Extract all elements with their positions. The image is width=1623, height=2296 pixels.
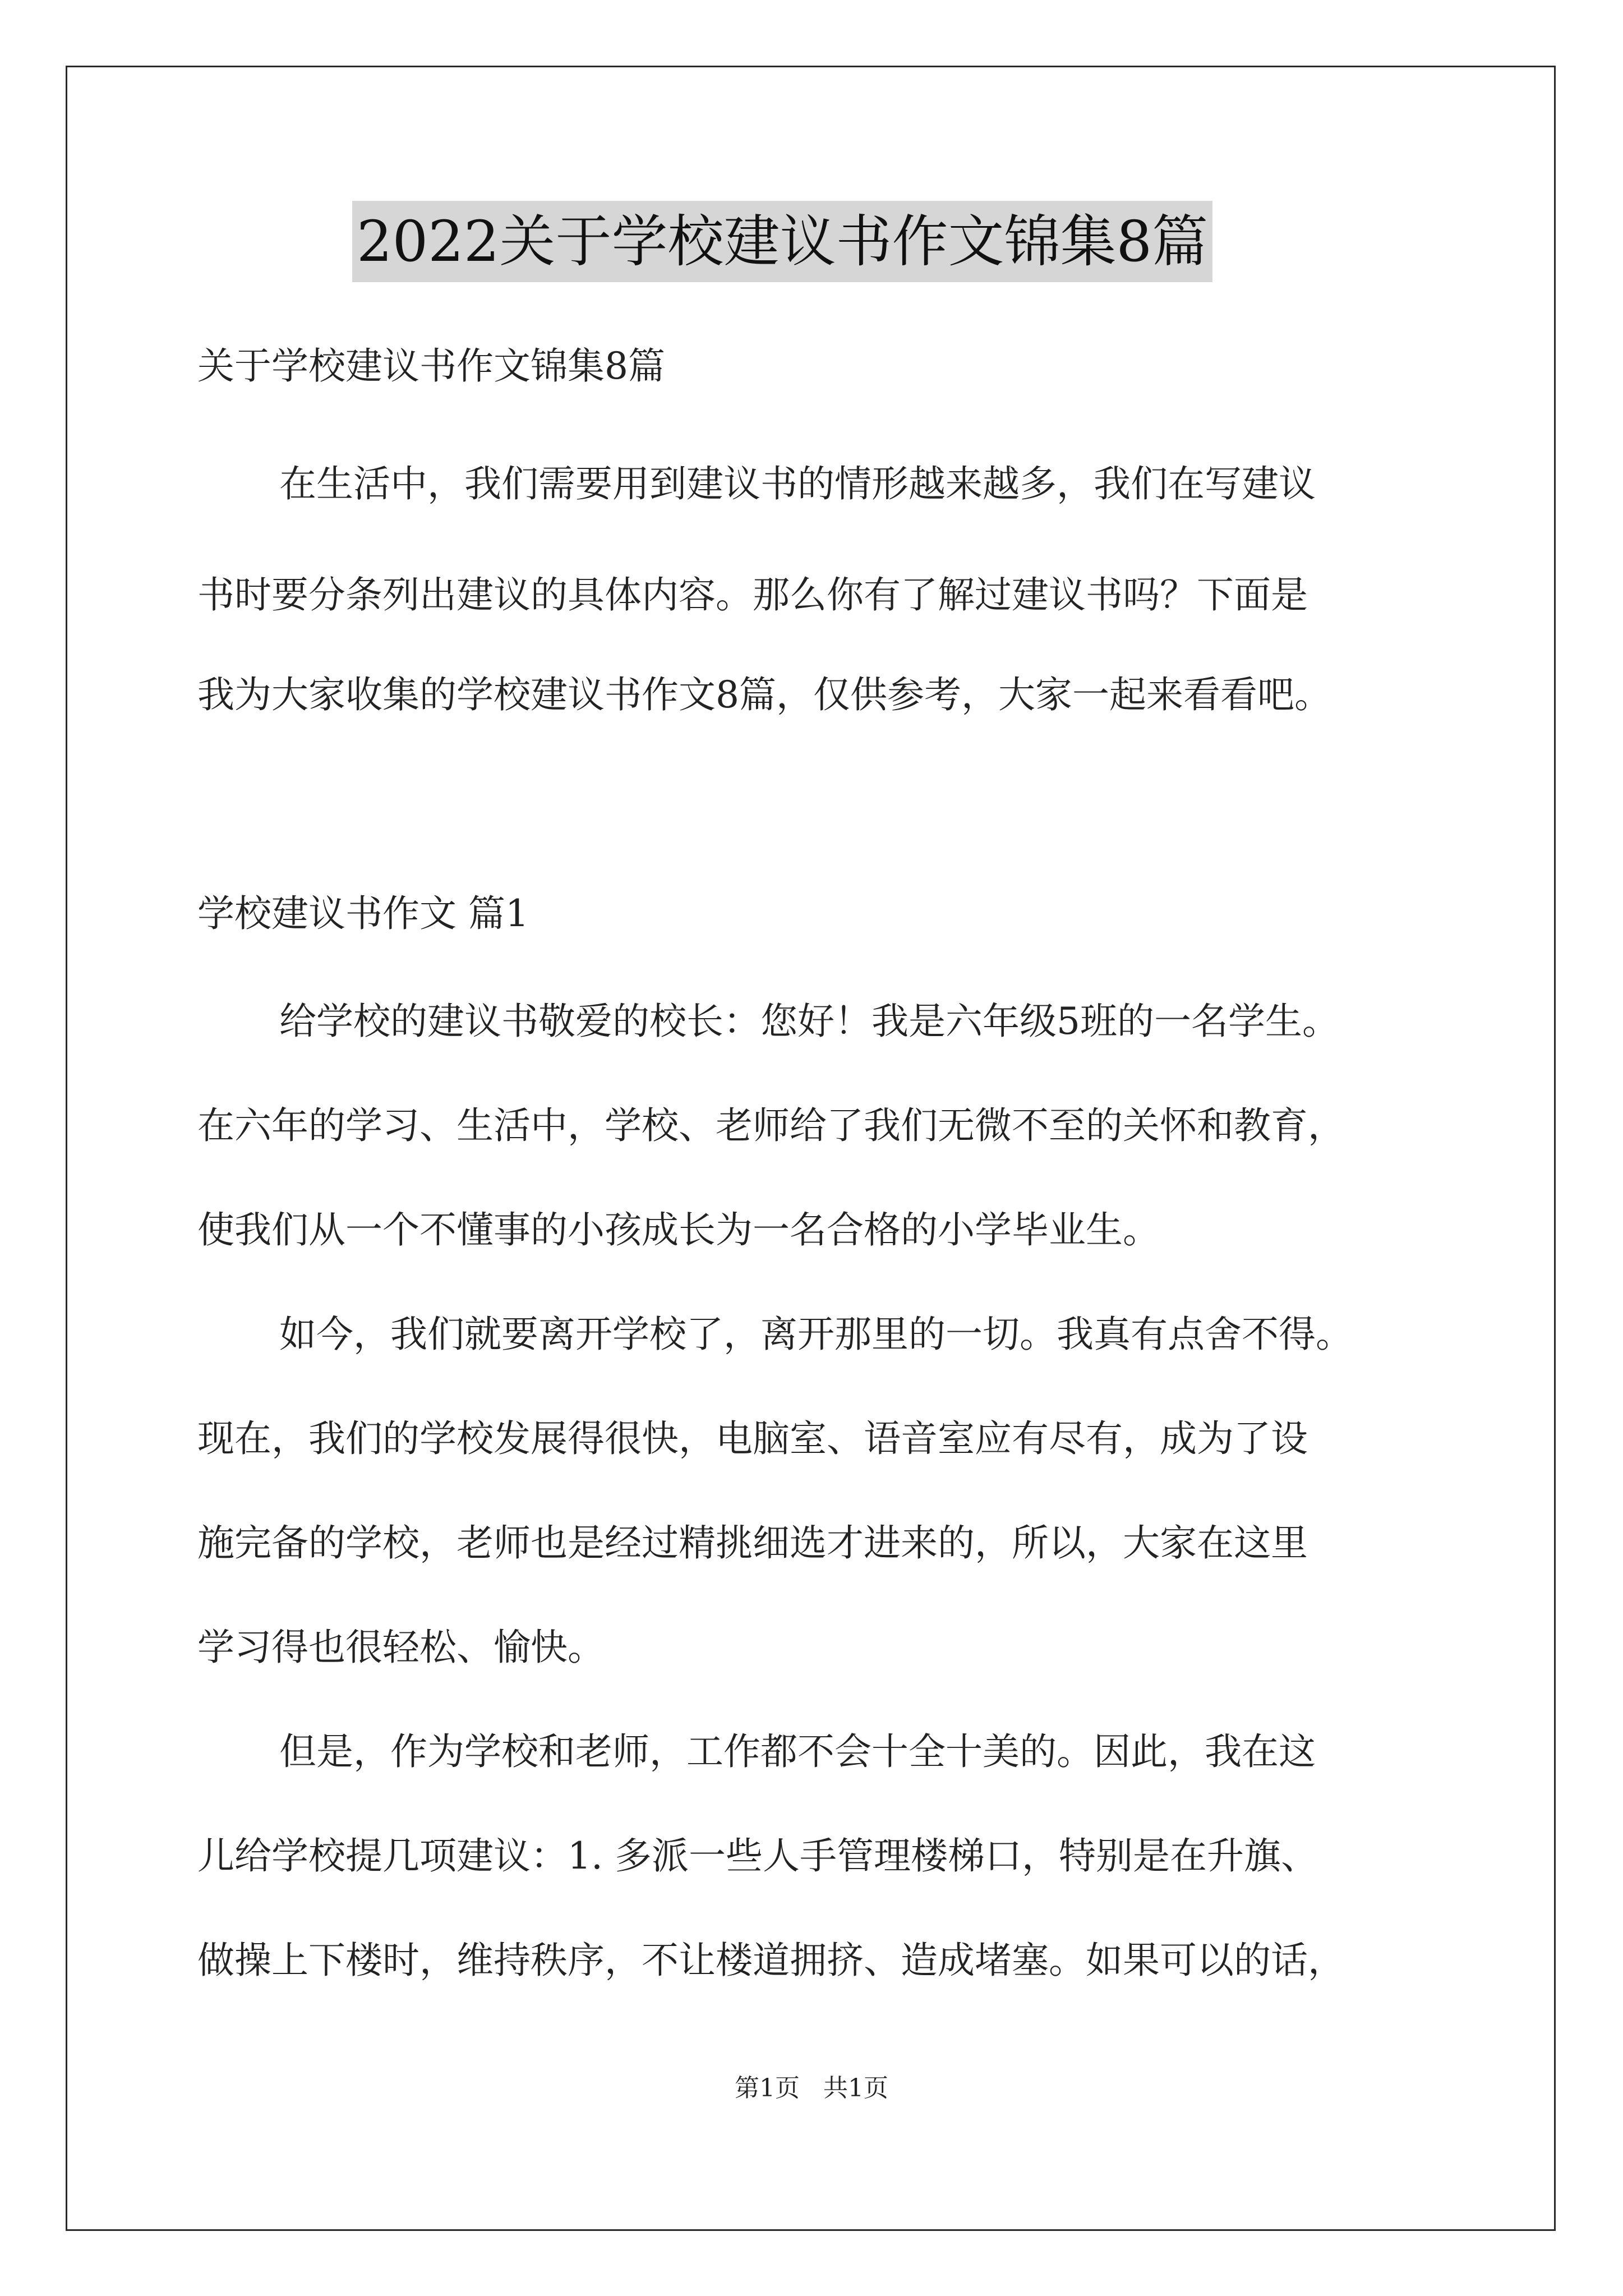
body-line: 现在，我们的学校发展得很快，电脑室、语音室应有尽有，成为了设 bbox=[197, 1417, 1308, 1460]
intro-line: 我为大家收集的学校建议书作文8篇，仅供参考，大家一起来看看吧。 bbox=[197, 673, 1331, 716]
body-line: 儿给学校提几项建议：1. 多派一些人手管理楼梯口，特别是在升旗、 bbox=[197, 1834, 1318, 1878]
document-title: 2022关于学校建议书作文锦集8篇 bbox=[352, 201, 1212, 282]
page-footer: 第1页 共1页 bbox=[735, 2074, 888, 2102]
body-line: 使我们从一个不懂事的小孩成长为一名合格的小学毕业生。 bbox=[197, 1208, 1160, 1251]
body-line: 如今，我们就要离开学校了，离开那里的一切。我真有点舍不得。 bbox=[279, 1313, 1353, 1356]
body-line: 做操上下楼时，维持秩序，不让楼道拥挤、造成堵塞。如果可以的话， bbox=[197, 1939, 1345, 1982]
body-line: 给学校的建议书敬爱的校长：您好！我是六年级5班的一名学生。 bbox=[279, 1000, 1339, 1043]
body-line: 但是，作为学校和老师，工作都不会十全十美的。因此，我在这 bbox=[279, 1730, 1316, 1773]
intro-line: 书时要分条列出建议的具体内容。那么你有了解过建议书吗？下面是 bbox=[197, 573, 1308, 616]
section-heading: 学校建议书作文 篇1 bbox=[197, 892, 529, 935]
body-line: 施完备的学校，老师也是经过精挑细选才进来的，所以，大家在这里 bbox=[197, 1521, 1308, 1565]
body-line: 在六年的学习、生活中，学校、老师给了我们无微不至的关怀和教育， bbox=[197, 1104, 1345, 1147]
body-line: 学习得也很轻松、愉快。 bbox=[197, 1626, 605, 1669]
intro-line: 在生活中，我们需要用到建议书的情形越来越多，我们在写建议 bbox=[279, 462, 1316, 505]
document-subtitle: 关于学校建议书作文锦集8篇 bbox=[197, 344, 665, 388]
